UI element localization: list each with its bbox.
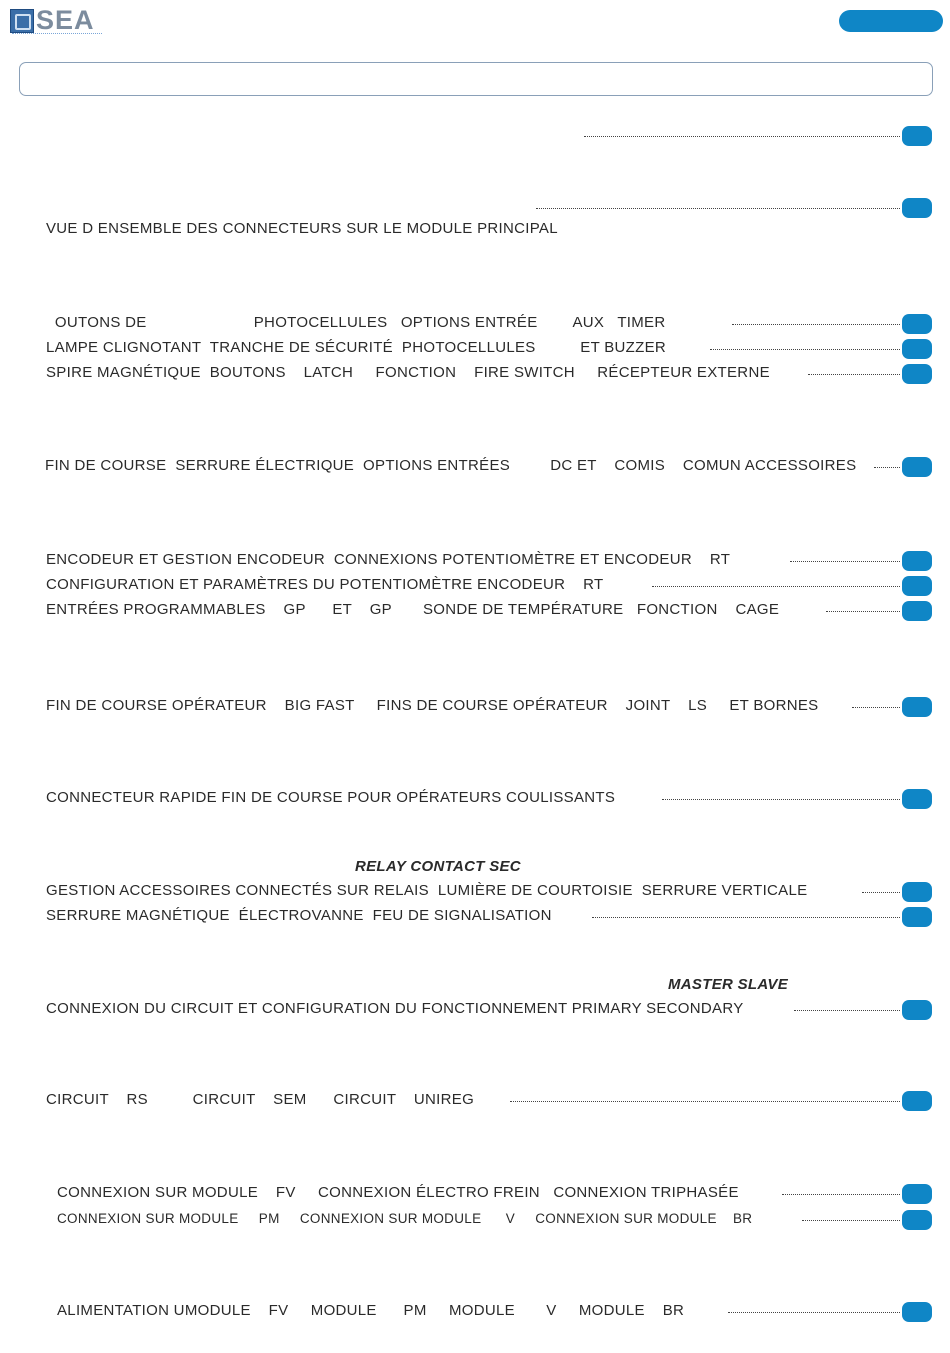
toc-entry[interactable] (0, 601, 950, 619)
toc-entry[interactable] (0, 364, 950, 382)
dot-leader (862, 892, 900, 893)
logo-tagline (12, 33, 102, 38)
page-badge[interactable] (902, 1000, 932, 1020)
toc-entry-text: CONNEXION DU CIRCUIT ET CONFIGURATION DU FONCTIONNEMENT PRIMARY SECONDARY (46, 1000, 744, 1017)
toc-entry[interactable] (0, 697, 950, 715)
page-badge[interactable] (902, 697, 932, 717)
toc-entry-text: ENCODEUR ET GESTION ENCODEUR CONNEXIONS POTENTIOMÈTRE ET ENCODEUR RT (46, 551, 731, 568)
logo-text: SEA (36, 5, 95, 35)
dot-leader (592, 917, 900, 918)
toc-entry-text: CONFIGURATION ET PARAMÈTRES DU POTENTIOMÈTRE ENCODEUR RT (46, 576, 604, 593)
toc-entry-text: CONNEXION SUR MODULE FV CONNEXION ÉLECTRO FREIN CONNEXION TRIPHASÉE (57, 1184, 739, 1201)
toc-entry[interactable] (0, 1210, 950, 1228)
dot-leader (874, 467, 900, 468)
dot-leader (790, 561, 900, 562)
page-badge[interactable] (902, 882, 932, 902)
page-badge[interactable] (902, 1302, 932, 1322)
toc-entry[interactable] (0, 1184, 950, 1202)
sea-logo (10, 5, 110, 41)
toc-entry[interactable] (0, 126, 950, 144)
toc-entry-text: CIRCUIT RS CIRCUIT SEM CIRCUIT UNIREG (46, 1091, 475, 1108)
toc-entry[interactable] (0, 457, 950, 475)
dot-leader (782, 1194, 900, 1195)
dot-leader (732, 324, 900, 325)
toc-entry[interactable] (0, 882, 950, 900)
toc-entry-text: GESTION ACCESSOIRES CONNECTÉS SUR RELAIS LUMIÈRE DE COURTOISIE SERRURE VERTICALE (46, 882, 808, 899)
toc-entry-text: CONNEXION SUR MODULE PM CONNEXION SUR MODULE V CONNEXION SUR MODULE BR (57, 1211, 753, 1226)
toc-entry[interactable] (0, 1302, 950, 1320)
dot-leader (808, 374, 900, 375)
toc-entry-text: FIN DE COURSE SERRURE ÉLECTRIQUE OPTIONS ENTRÉES DC ET COMIS COMUN ACCESSOIRES (45, 457, 857, 474)
toc-entry-text: LAMPE CLIGNOTANT TRANCHE DE SÉCURITÉ PHOTOCELLULES ET BUZZER (46, 339, 667, 356)
header-tab[interactable] (839, 10, 943, 32)
toc-entry-text: SPIRE MAGNÉTIQUE BOUTONS LATCH FONCTION FIRE SWITCH RÉCEPTEUR EXTERNE (46, 364, 770, 381)
page-badge[interactable] (902, 314, 932, 334)
dot-leader (652, 586, 900, 587)
toc-entry-text: CONNECTEUR RAPIDE FIN DE COURSE POUR OPÉRATEURS COULISSANTS (46, 789, 616, 806)
toc-entry[interactable] (0, 1000, 950, 1018)
master-slave-label: MASTER SLAVE (668, 976, 788, 993)
toc-entry-text: ENTRÉES PROGRAMMABLES GP ET GP SONDE DE TEMPÉRATURE FONCTION CAGE (46, 601, 780, 618)
page-badge[interactable] (902, 1184, 932, 1204)
page-badge[interactable] (902, 1210, 932, 1230)
toc-entry-text: OUTONS DE PHOTOCELLULES OPTIONS ENTRÉE AUX TIMER (46, 314, 666, 331)
toc-entry[interactable] (0, 789, 950, 807)
toc-entry-text: SERRURE MAGNÉTIQUE ÉLECTROVANNE FEU DE SIGNALISATION (46, 907, 552, 924)
toc-entry[interactable] (0, 576, 950, 594)
logo-icon (10, 9, 34, 33)
toc-entry[interactable] (0, 314, 950, 332)
toc-entry[interactable] (0, 551, 950, 569)
dot-leader (510, 1101, 900, 1102)
dot-leader (802, 1220, 900, 1221)
page-badge[interactable] (902, 576, 932, 596)
toc-entry-text: FIN DE COURSE OPÉRATEUR BIG FAST FINS DE COURSE OPÉRATEUR JOINT LS ET BORNES (46, 697, 819, 714)
page-badge[interactable] (902, 457, 932, 477)
dot-leader (728, 1312, 900, 1313)
dot-leader (662, 799, 900, 800)
dot-leader (536, 208, 900, 209)
page-badge[interactable] (902, 1091, 932, 1111)
title-bar (19, 62, 933, 96)
page-badge[interactable] (902, 364, 932, 384)
page-badge[interactable] (902, 551, 932, 571)
dot-leader (852, 707, 900, 708)
page-badge[interactable] (902, 907, 932, 927)
overview-heading: VUE D ENSEMBLE DES CONNECTEURS SUR LE MODULE PRINCIPAL (46, 220, 558, 237)
relay-contact-label: RELAY CONTACT SEC (355, 858, 521, 875)
toc-entry[interactable] (0, 907, 950, 925)
page-badge[interactable] (902, 126, 932, 146)
page-badge[interactable] (902, 198, 932, 218)
dot-leader (826, 611, 900, 612)
page-badge[interactable] (902, 601, 932, 621)
toc-entry[interactable] (0, 1091, 950, 1109)
dot-leader (584, 136, 900, 137)
dot-leader (794, 1010, 900, 1011)
dot-leader (710, 349, 900, 350)
toc-entry[interactable] (0, 198, 950, 216)
page-badge[interactable] (902, 789, 932, 809)
toc-entry[interactable] (0, 339, 950, 357)
page-badge[interactable] (902, 339, 932, 359)
toc-entry-text: ALIMENTATION UMODULE FV MODULE PM MODULE V MODULE BR (57, 1302, 685, 1319)
